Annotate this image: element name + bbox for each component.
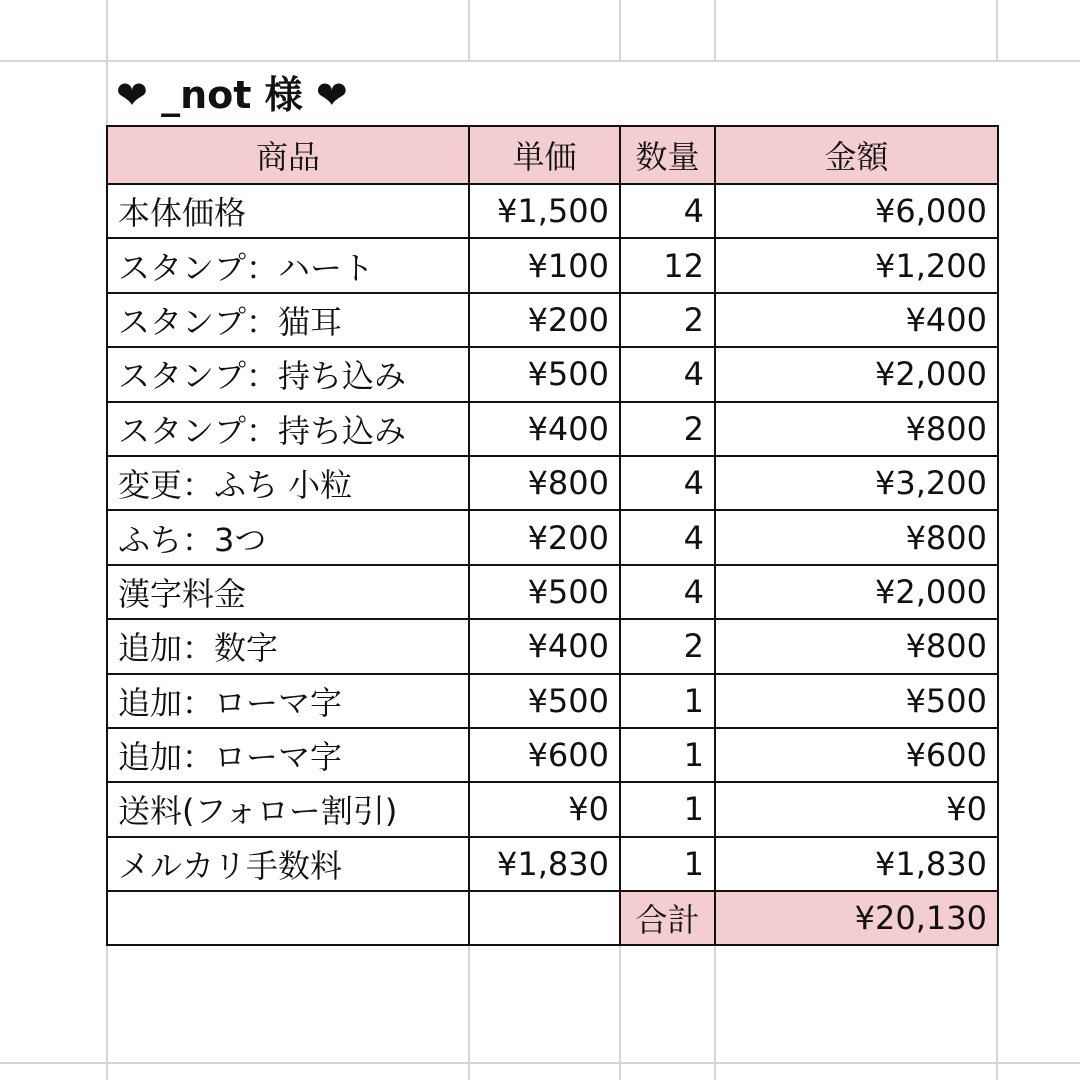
table-row: [107, 565, 998, 619]
cell-amount[interactable]: ¥1,830: [715, 837, 998, 891]
cell-quantity[interactable]: 12: [620, 238, 715, 292]
cell-unit-price[interactable]: ¥500: [469, 674, 620, 728]
cell-unit-price[interactable]: ¥1,500: [469, 184, 620, 238]
cell-amount[interactable]: ¥0: [715, 782, 998, 836]
cell-unit-price[interactable]: ¥400: [469, 402, 620, 456]
total-row: [107, 891, 998, 945]
cell-amount[interactable]: ¥1,200: [715, 238, 998, 292]
cell-amount[interactable]: ¥2,000: [715, 347, 998, 401]
table-row: [107, 184, 998, 238]
cell-item[interactable]: 送料(フォロー割引): [107, 782, 469, 836]
cell-unit-price[interactable]: ¥600: [469, 728, 620, 782]
gridline: [0, 1062, 1080, 1064]
table-body: [107, 184, 998, 891]
sheet-title: ❤ _not 様 ❤: [116, 73, 348, 117]
cell-item[interactable]: スタンプ：猫耳: [107, 293, 469, 347]
cell-item[interactable]: 本体価格: [107, 184, 469, 238]
cell-item[interactable]: 追加：ローマ字: [107, 674, 469, 728]
cell-amount[interactable]: ¥800: [715, 510, 998, 564]
cell-amount[interactable]: ¥800: [715, 402, 998, 456]
header-unit-price[interactable]: 単価: [469, 126, 620, 184]
cell-amount[interactable]: ¥2,000: [715, 565, 998, 619]
header-amount[interactable]: 金額: [715, 126, 998, 184]
cell-item[interactable]: 漢字料金: [107, 565, 469, 619]
cell-quantity[interactable]: 4: [620, 456, 715, 510]
cell-quantity[interactable]: 1: [620, 837, 715, 891]
cell-quantity[interactable]: 2: [620, 402, 715, 456]
table-row: [107, 456, 998, 510]
cell-unit-price[interactable]: ¥800: [469, 456, 620, 510]
table-row: [107, 674, 998, 728]
table-row: [107, 837, 998, 891]
cell-quantity[interactable]: 2: [620, 619, 715, 673]
cell-unit-price[interactable]: ¥1,830: [469, 837, 620, 891]
cell-quantity[interactable]: 2: [620, 293, 715, 347]
cell-item[interactable]: ふち：3つ: [107, 510, 469, 564]
table-row: [107, 347, 998, 401]
cell-amount[interactable]: ¥6,000: [715, 184, 998, 238]
cell-item[interactable]: スタンプ：持ち込み: [107, 402, 469, 456]
cell-item[interactable]: スタンプ：持ち込み: [107, 347, 469, 401]
table-row: [107, 402, 998, 456]
table-row: [107, 728, 998, 782]
cell-amount[interactable]: ¥400: [715, 293, 998, 347]
header-item[interactable]: 商品: [107, 126, 469, 184]
cell-item[interactable]: 追加：ローマ字: [107, 728, 469, 782]
empty-cell[interactable]: [107, 891, 469, 945]
table-row: [107, 293, 998, 347]
cell-unit-price[interactable]: ¥200: [469, 510, 620, 564]
cell-unit-price[interactable]: ¥0: [469, 782, 620, 836]
total-label[interactable]: 合計: [620, 891, 715, 945]
cell-quantity[interactable]: 4: [620, 565, 715, 619]
cell-amount[interactable]: ¥800: [715, 619, 998, 673]
cell-item[interactable]: メルカリ手数料: [107, 837, 469, 891]
cell-quantity[interactable]: 1: [620, 782, 715, 836]
cell-amount[interactable]: ¥500: [715, 674, 998, 728]
cell-item[interactable]: 追加：数字: [107, 619, 469, 673]
cell-amount[interactable]: ¥3,200: [715, 456, 998, 510]
table-row: [107, 510, 998, 564]
cell-item[interactable]: スタンプ：ハート: [107, 238, 469, 292]
cell-amount[interactable]: ¥600: [715, 728, 998, 782]
cell-unit-price[interactable]: ¥500: [469, 565, 620, 619]
cell-quantity[interactable]: 4: [620, 184, 715, 238]
table-row: [107, 782, 998, 836]
table-row: [107, 238, 998, 292]
cell-quantity[interactable]: 1: [620, 674, 715, 728]
cell-unit-price[interactable]: ¥500: [469, 347, 620, 401]
cell-unit-price[interactable]: ¥100: [469, 238, 620, 292]
cell-quantity[interactable]: 1: [620, 728, 715, 782]
cell-unit-price[interactable]: ¥400: [469, 619, 620, 673]
cell-unit-price[interactable]: ¥200: [469, 293, 620, 347]
header-quantity[interactable]: 数量: [620, 126, 715, 184]
invoice-table: [106, 125, 999, 946]
cell-quantity[interactable]: 4: [620, 347, 715, 401]
total-amount[interactable]: ¥20,130: [715, 891, 998, 945]
table-row: [107, 619, 998, 673]
cell-quantity[interactable]: 4: [620, 510, 715, 564]
header-row: [107, 126, 998, 184]
empty-cell[interactable]: [469, 891, 620, 945]
cell-item[interactable]: 変更：ふち 小粒: [107, 456, 469, 510]
